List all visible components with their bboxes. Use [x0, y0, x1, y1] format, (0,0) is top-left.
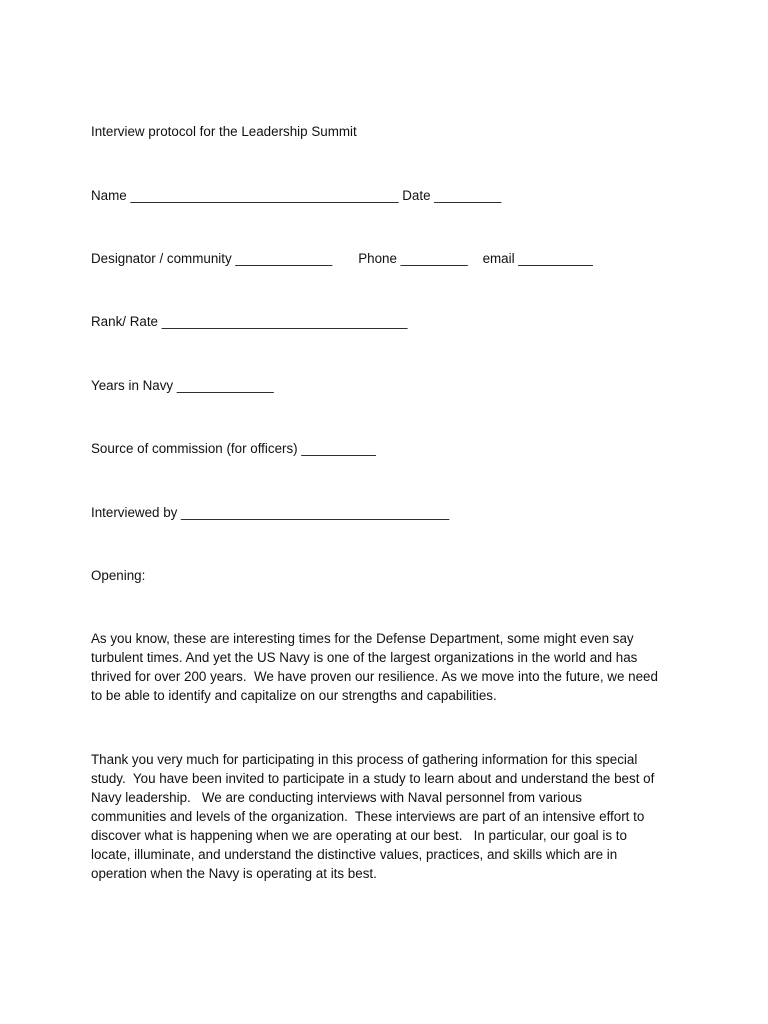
- document-title: Interview protocol for the Leadership Summit: [91, 124, 357, 139]
- paragraph-line: As you know, these are interesting times for the Defense Department, some might even say: [91, 631, 634, 646]
- years-in-navy-field: Years in Navy _____________: [91, 378, 274, 393]
- paragraph-line: communities and levels of the organization. These interviews are part of an intensive effort to: [91, 809, 645, 824]
- opening-heading: Opening:: [91, 568, 146, 583]
- paragraph-line: thrived for over 200 years. We have proven our resilience. As we move into the future, we need: [91, 669, 658, 684]
- interviewed-by-field: Interviewed by ____________________________________: [91, 505, 450, 520]
- source-of-commission-field: Source of commission (for officers) __________: [91, 441, 376, 456]
- paragraph-line: Thank you very much for participating in this process of gathering information for this special: [91, 752, 638, 767]
- rank-rate-field: Rank/ Rate _________________________________: [91, 314, 408, 329]
- paragraph-line: operation when the Navy is operating at its best.: [91, 866, 377, 881]
- opening-paragraph-1: [91, 629, 691, 705]
- name-date-field: Name ____________________________________ Date _________: [91, 188, 502, 203]
- paragraph-line: locate, illuminate, and understand the distinctive values, practices, and skills which are in: [91, 847, 618, 862]
- paragraph-line: study. You have been invited to participate in a study to learn about and understand the best of: [91, 771, 655, 786]
- designator-phone-email-field: Designator / community _____________ Phone _________ email __________: [91, 251, 593, 266]
- opening-paragraph-2: [91, 750, 691, 883]
- paragraph-line: discover what is happening when we are operating at our best. In particular, our goal is to: [91, 828, 627, 843]
- paragraph-line: to be able to identify and capitalize on our strengths and capabilities.: [91, 688, 497, 703]
- paragraph-line: Navy leadership. We are conducting interviews with Naval personnel from various: [91, 790, 582, 805]
- paragraph-line: turbulent times. And yet the US Navy is one of the largest organizations in the world and has: [91, 650, 638, 665]
